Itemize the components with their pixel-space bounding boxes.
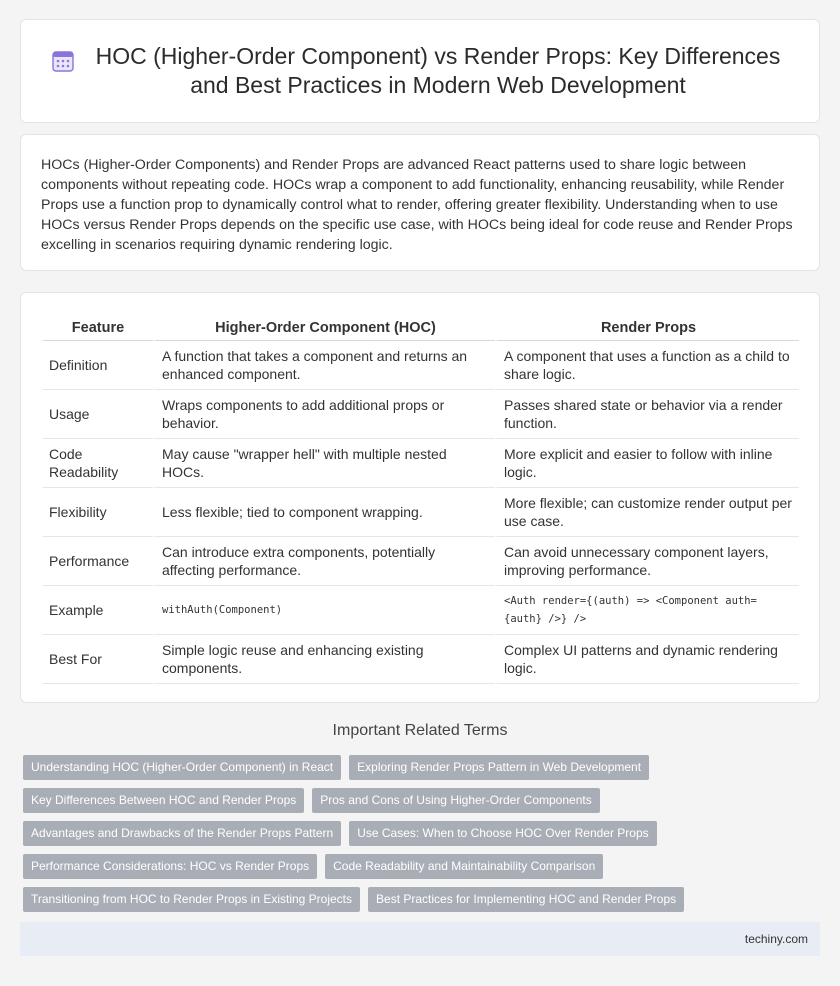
related-terms-heading: Important Related Terms	[332, 722, 508, 739]
render-props-cell: More explicit and easier to follow with inline logic.	[495, 439, 799, 488]
related-tag[interactable]: Transitioning from HOC to Render Props in Existing Projects	[23, 887, 360, 912]
table-row	[43, 439, 799, 488]
table-row	[43, 390, 799, 439]
table-row	[43, 488, 799, 537]
related-tag[interactable]: Understanding HOC (Higher-Order Component) in React	[23, 755, 341, 780]
title-card	[20, 19, 820, 123]
calendar-grid-icon	[52, 50, 74, 72]
related-tag[interactable]: Pros and Cons of Using Higher-Order Components	[312, 788, 599, 813]
hoc-cell: Less flexible; tied to component wrapping.	[153, 488, 495, 537]
comparison-table-card	[20, 292, 820, 703]
hoc-example-code: withAuth(Component)	[153, 586, 495, 635]
feature-cell: Performance	[43, 537, 153, 586]
intro-card	[20, 134, 820, 271]
hoc-cell: Can introduce extra components, potentially affecting performance.	[153, 537, 495, 586]
tag-row	[23, 821, 823, 846]
table-row	[43, 537, 799, 586]
feature-cell: Example	[43, 586, 153, 635]
hoc-cell: May cause "wrapper hell" with multiple nested HOCs.	[153, 439, 495, 488]
table-row	[43, 586, 799, 635]
footer	[20, 922, 820, 956]
render-props-cell: Can avoid unnecessary component layers, improving performance.	[495, 537, 799, 586]
hoc-cell: Simple logic reuse and enhancing existing components.	[153, 635, 495, 684]
tag-row	[23, 887, 823, 912]
feature-cell: Usage	[43, 390, 153, 439]
related-tag[interactable]: Exploring Render Props Pattern in Web Development	[349, 755, 649, 780]
related-tag[interactable]: Code Readability and Maintainability Comparison	[325, 854, 603, 879]
hoc-cell: Wraps components to add additional props or behavior.	[153, 390, 495, 439]
header-hoc: Higher-Order Component (HOC)	[153, 313, 495, 341]
hoc-cell: A function that takes a component and returns an enhanced component.	[153, 341, 495, 390]
comparison-table	[43, 313, 799, 684]
render-props-cell: A component that uses a function as a child to share logic.	[495, 341, 799, 390]
feature-cell: Definition	[43, 341, 153, 390]
related-tag[interactable]: Advantages and Drawbacks of the Render Props Pattern	[23, 821, 341, 846]
table-row	[43, 635, 799, 684]
table-row	[43, 341, 799, 390]
header-feature: Feature	[43, 313, 153, 341]
related-tag[interactable]: Performance Considerations: HOC vs Render Props	[23, 854, 317, 879]
related-tag[interactable]: Use Cases: When to Choose HOC Over Render Props	[349, 821, 656, 846]
title-wrap	[52, 42, 788, 100]
related-terms-tags	[23, 755, 823, 920]
render-props-example-code: <Auth render={(auth) => <Component auth={auth} />} />	[495, 586, 799, 635]
intro-paragraph: HOCs (Higher-Order Components) and Render Props are advanced React patterns used to share logic between components without repeating code. HOCs wrap a component to add functionality, enhancing reusability, while Render Props use a function prop to dynamically control what to render, offering greater flexibility. Understanding when to use HOCs versus Render Props depends on the specific use case, with HOCs being ideal for code reuse and Render Props excelling in scenarios requiring dynamic rendering logic.	[41, 157, 793, 253]
tag-row	[23, 854, 823, 879]
feature-cell: Flexibility	[43, 488, 153, 537]
page-title: HOC (Higher-Order Component) vs Render Props: Key Differences and Best Practices in Modern Web Development	[95, 43, 781, 98]
render-props-cell: Complex UI patterns and dynamic rendering logic.	[495, 635, 799, 684]
related-tag[interactable]: Key Differences Between HOC and Render Props	[23, 788, 304, 813]
table-header-row	[43, 313, 799, 341]
header-render-props: Render Props	[495, 313, 799, 341]
render-props-cell: Passes shared state or behavior via a render function.	[495, 390, 799, 439]
related-tag[interactable]: Best Practices for Implementing HOC and Render Props	[368, 887, 684, 912]
feature-cell: Code Readability	[43, 439, 153, 488]
tag-row	[23, 755, 823, 780]
tag-row	[23, 788, 823, 813]
footer-site-link[interactable]: techiny.com	[744, 932, 808, 946]
feature-cell: Best For	[43, 635, 153, 684]
render-props-cell: More flexible; can customize render output per use case.	[495, 488, 799, 537]
